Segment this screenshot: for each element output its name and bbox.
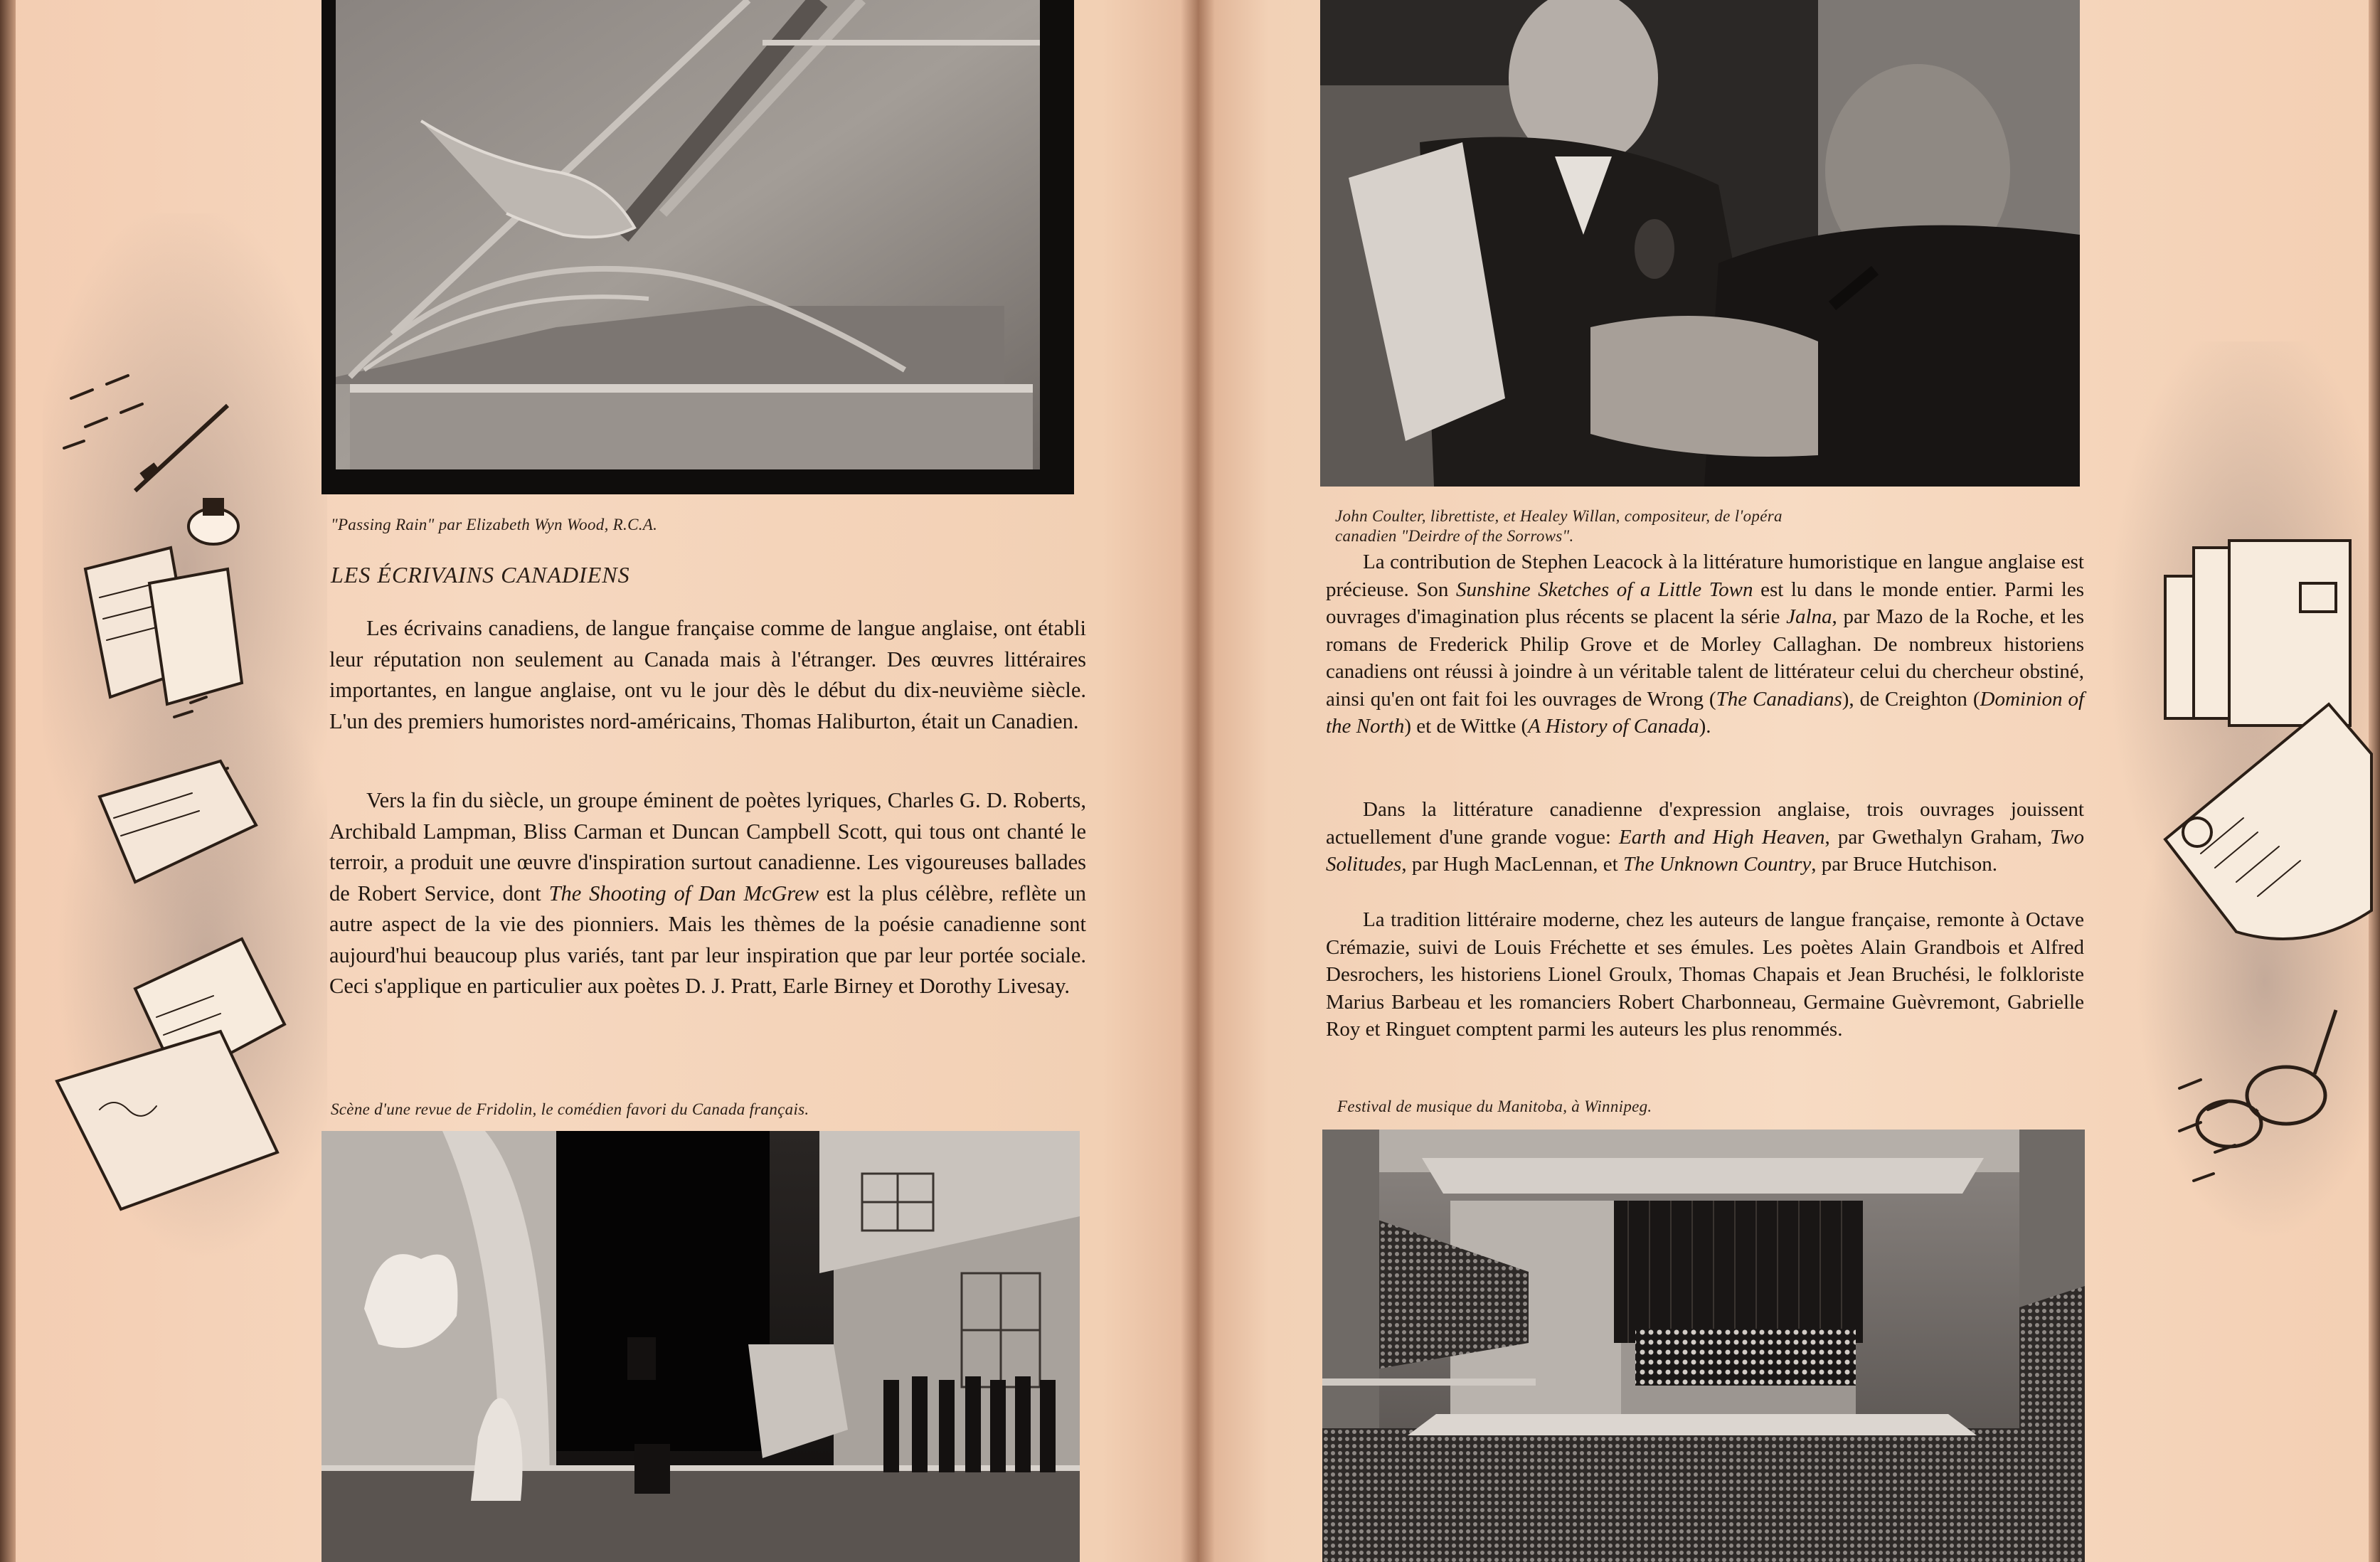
earth-high-heaven-title: Earth and High Heaven <box>1619 825 1825 849</box>
poem-title: The Shooting of Dan McGrew <box>548 881 819 905</box>
the-canadians-title: The Canadians <box>1716 687 1842 711</box>
paragraph-2-part-b: est la plus célèbre, reflète un autre aspect de la vie des pionniers. Mais les thèmes de la poésie canadienne sont aujourd'hui beaucoup plus variés, tant par leur inspiration que par leur portée sociale. Ceci s'applique en particulier aux poètes D. J. Pratt, Earle Birney et Dorothy Livesay. <box>329 881 1087 998</box>
concert-hall-photo <box>1322 1130 2085 1562</box>
coulter-willan-photo <box>1320 0 2080 487</box>
spine-gutter <box>1181 0 1215 1562</box>
coulter-caption-line2: canadien "Deirdre of the Sorrows". <box>1335 527 1574 545</box>
paragraph-leacock <box>1326 548 2084 740</box>
stage-photo <box>322 1131 1080 1562</box>
sculpture-caption: "Passing Rain" par Elizabeth Wyn Wood, R.C.A. <box>331 516 658 533</box>
p1-part-d: ), de Creighton ( <box>1842 687 1980 711</box>
p1-part-f: ). <box>1699 715 1711 738</box>
dominion-title: Dominion of the North <box>1326 687 2085 738</box>
eyeglasses-illustration <box>2179 996 2343 1159</box>
p2-part-d: , par Bruce Hutchison. <box>1811 853 1997 876</box>
p1-part-c: , par Mazo de la Roche, et les romans de Frederick Philip Grove et de Morley Callaghan. De nombreux historiens canadiens ont réussi à joindre à un véritable talent de littérateur celui du chercheur obstiné, ainsi qu'en ont fait foi les ouvrages de Wrong ( <box>1326 605 2084 711</box>
unknown-country-title: The Unknown Country <box>1622 853 1812 876</box>
right-page <box>1198 0 2380 1562</box>
history-of-canada-title: A History of Canada <box>1528 715 1699 738</box>
sculpture-photo <box>322 0 1074 494</box>
p1-part-a: La contribution de Stephen Leacock à la littérature humoristique en langue anglaise est précieuse. Son <box>1326 551 2084 601</box>
two-solitudes-title: Two Solitudes <box>1326 825 2084 876</box>
jalna-title: Jalna <box>1786 605 1832 628</box>
paragraph-1: Les écrivains canadiens, de langue française comme de langue anglaise, ont établi leur réputation non seulement au Canada mais à l'étranger. Des œuvres littéraires importantes, en langue anglaise, ont vu le jour dès le début du dix-neuvième siècle. L'un des premiers humoristes nord-américains, Thomas Haliburton, était un Canadien. <box>329 616 1086 733</box>
p2-part-c: , par Hugh MacLennan, et <box>1401 853 1623 876</box>
p2-part-b: , par Gwethalyn Graham, <box>1824 825 2051 849</box>
festival-caption: Festival de musique du Manitoba, à Winnipeg. <box>1337 1098 1652 1115</box>
section-heading: LES ÉCRIVAINS CANADIENS <box>331 562 630 588</box>
p1-part-e: ) et de Wittke ( <box>1404 715 1529 738</box>
paragraph-francaise: La tradition littéraire moderne, chez les auteurs de langue française, remonte à Octave Crémazie, suivi de Louis Fréchette et ses émules. Les poètes Alain Grandbois et Alfred Desrochers, les historiens Lionel Groulx, Thomas Chapais et Jean Bruchési, le folkloriste Marius Barbeau et les romanciers Robert Charbonneau, Germaine Guèvremont, Gabrielle Roy et Ringuet comptent parmi les auteurs les plus renommés. <box>1326 908 2084 1041</box>
pen-icon <box>128 398 242 498</box>
papers-illustration <box>43 213 327 1351</box>
p2-part-a: Dans la littérature canadienne d'expression anglaise, trois ouvrages jouissent actuellement d'une grande vogue: <box>1326 798 2084 849</box>
paragraph-anglaise <box>1326 796 2084 878</box>
p1-part-b: est lu dans le monde entier. Parmi les ouvrages d'imagination plus récents se placent la série <box>1326 578 2085 628</box>
sunshine-sketches-title: Sunshine Sketches of a Little Town <box>1456 578 1753 601</box>
paragraph-2-part-a: Vers la fin du siècle, un groupe éminent de poètes lyriques, Charles G. D. Roberts, Archibald Lampman, Bliss Carman et Duncan Campbell Scott, qui tous ont chanté le terroir, a produit une œuvre d'inspiration surtout canadienne. Les vigoureuses ballades de Robert Service, dont <box>329 788 1086 905</box>
fridolin-caption: Scène d'une revue de Fridolin, le comédien favori du Canada français. <box>331 1100 809 1118</box>
left-page-edge <box>0 0 16 1562</box>
inkwell-icon <box>181 484 245 548</box>
paragraph-2 <box>329 785 1086 1002</box>
coulter-caption-line1: John Coulter, librettiste, et Healey Willan, compositeur, de l'opéra <box>1335 507 1783 525</box>
